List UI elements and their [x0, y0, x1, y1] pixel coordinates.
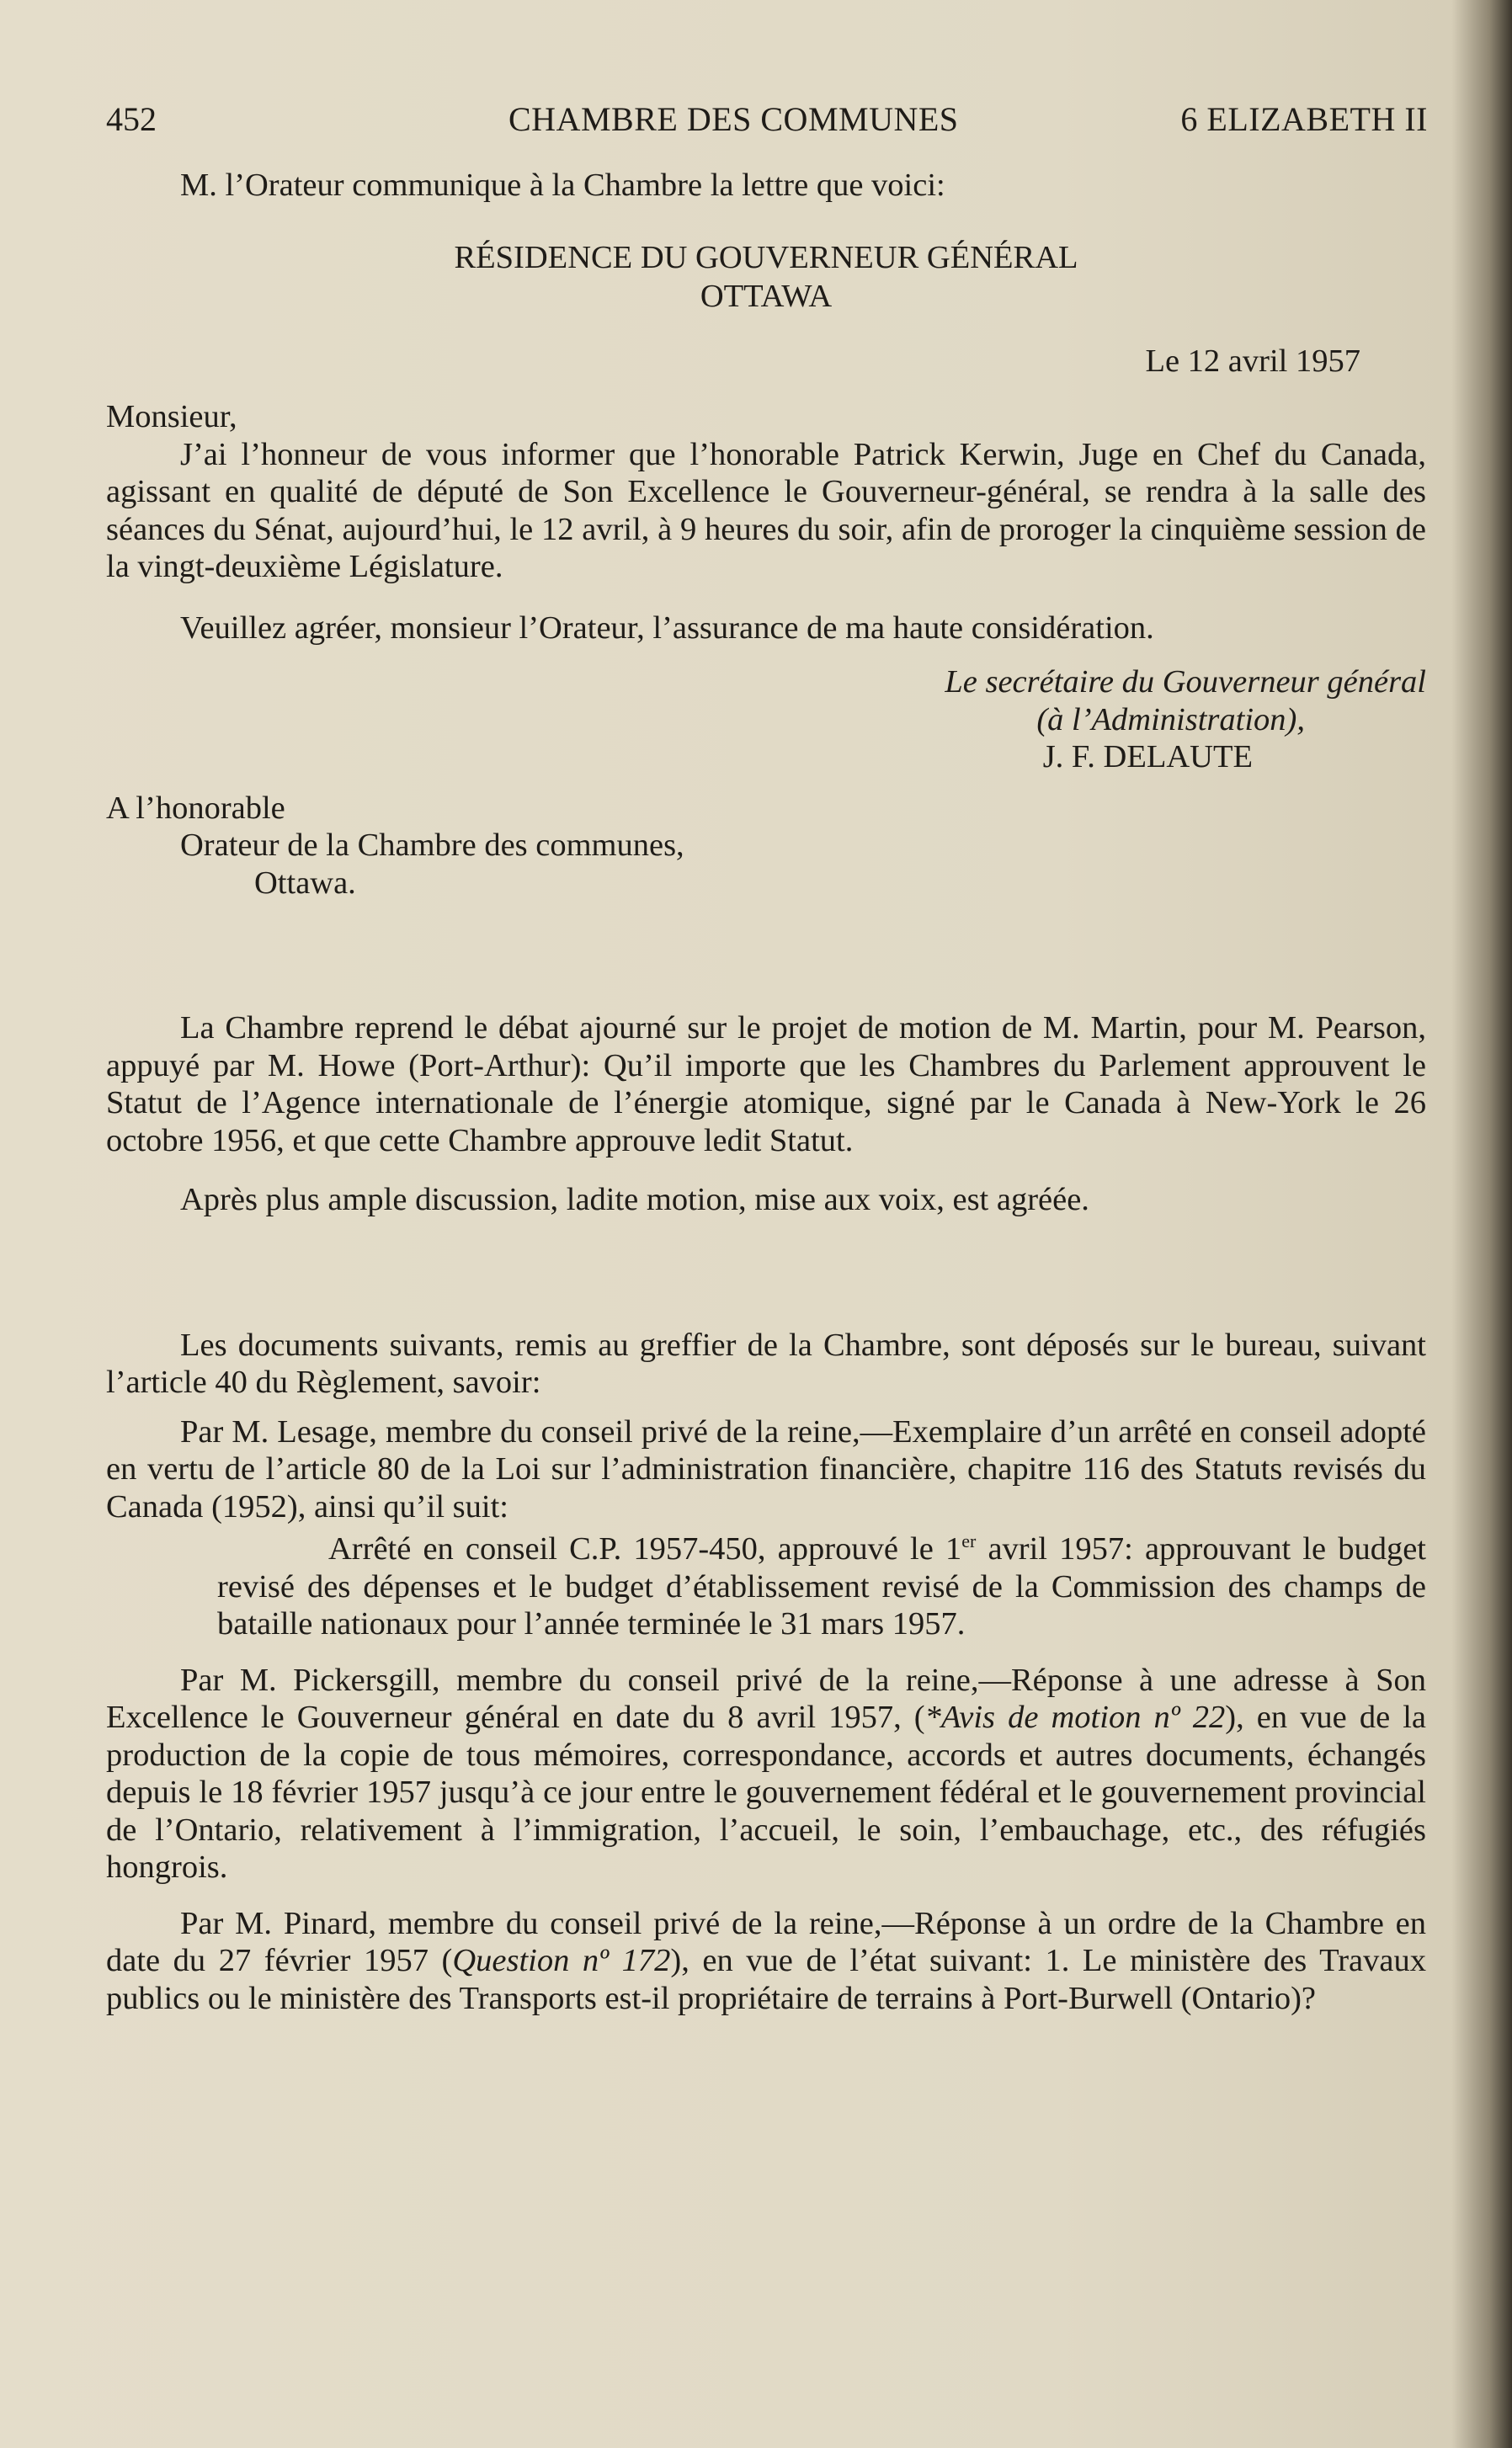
pinard-text-a: Par M. Pinard, membre du conseil privé de la reine,—Réponse à un ordre de la Chambre en date du 27 février 1957 ( — [106, 1905, 1426, 1978]
order-text-a: Arrêté en conseil C.P. 1957-450, approuvé le 1 — [328, 1531, 962, 1567]
pinard-text-b: ), en vue de l’état suivant: 1. Le ministère des Travaux publics ou le ministère des Transports est-il propriétaire de terrains à Port-Burwell (Ontario)? — [106, 1943, 1426, 2016]
order-in-council — [106, 1530, 1426, 1643]
page-content — [106, 93, 1426, 2017]
running-header — [106, 93, 1426, 143]
addressee-line3: Ottawa. — [254, 865, 356, 901]
header-reign: 6 ELIZABETH II — [1180, 100, 1428, 138]
order-superscript: er — [961, 1530, 977, 1552]
documents-intro: Les documents suivants, remis au greffier de la Chambre, sont déposés sur le bureau, suivant l’article 40 du Règlement, savoir: — [106, 1327, 1426, 1400]
signature-admin: (à l’Administration), — [1036, 701, 1305, 737]
addressee-line2: Orateur de la Chambre des communes, — [180, 828, 684, 863]
letter-body: J’ai l’honneur de vous informer que l’honorable Patrick Kerwin, Juge en Chef du Canada, agissant en qualité de député de Son Excellence le Gouverneur-général, se rendra à la salle des séances du Sénat, aujourd’hui, le 12 avril, à 9 heures du soir, afin de proroger la cinquième session de la vingt-deuxième Législature. — [106, 436, 1426, 584]
header-title: CHAMBRE DES COMMUNES — [508, 100, 959, 138]
letter-salutation: Monsieur, — [106, 399, 237, 434]
pinard-reference: Question nº 172 — [452, 1943, 671, 1978]
residence-line2: OTTAWA — [700, 278, 833, 314]
pickersgill-text-b: ), en vue de la production de la copie de tous mémoires, correspondance, accords et autres documents, échangés depuis le 18 février 1957 jusqu’à ce jour entre le gouvernement fédéral et le gouvernement provincial de l’Ontario, relativement à l’immigration, l’accueil, le soin, l’embauchage, etc., des réfugiés hongrois. — [106, 1700, 1427, 1885]
addressee-line1: A l’honorable — [106, 790, 285, 826]
debate-result: Après plus ample discussion, ladite motion, mise aux voix, est agréée. — [180, 1182, 1089, 1217]
document-pinard — [106, 1905, 1426, 2018]
letter-closing: Veuillez agréer, monsieur l’Orateur, l’assurance de ma haute considération. — [180, 609, 1154, 646]
residence-line1: RÉSIDENCE DU GOUVERNEUR GÉNÉRAL — [454, 239, 1078, 275]
page-number: 452 — [106, 100, 157, 138]
pickersgill-text-a: Par M. Pickersgill, membre du conseil privé de la reine,—Réponse à une adresse à Son Excellence le Gouverneur général en date du 8 avril 1957, ( — [106, 1662, 1426, 1735]
order-text-b: avril 1957: approuvant le budget revisé des dépenses et le budget d’établissement revisé de la Commission des champs de bataille nationaux pour l’année terminée le 31 mars 1957. — [217, 1531, 1427, 1642]
document-pickersgill — [106, 1662, 1426, 1887]
letter-date: Le 12 avril 1957 — [1145, 343, 1360, 379]
signature-name: J. F. DELAUTE — [1042, 739, 1253, 774]
pickersgill-reference: *Avis de motion nº 22 — [924, 1700, 1226, 1735]
signature-title: Le secrétaire du Gouverneur général — [945, 664, 1426, 700]
debate-paragraph: La Chambre reprend le débat ajourné sur le projet de motion de M. Martin, pour M. Pearson, appuyé par M. Howe (Port-Arthur): Qu’il importe que les Chambres du Parlement approuvent le Statut de l’Agence internationale de l’énergie atomique, signé par le Canada à New-York le 26 octobre 1956, et que cette Chambre approuve ledit Statut. — [106, 1010, 1426, 1158]
document-lesage: Par M. Lesage, membre du conseil privé de la reine,—Exemplaire d’un arrêté en conseil adopté en vertu de l’article 80 de la Loi sur l’administration financière, chapitre 116 des Statuts revisés du Canada (1952), ainsi qu’il suit: — [106, 1413, 1426, 1525]
letter-intro: M. l’Orateur communique à la Chambre la lettre que voici: — [180, 168, 945, 203]
